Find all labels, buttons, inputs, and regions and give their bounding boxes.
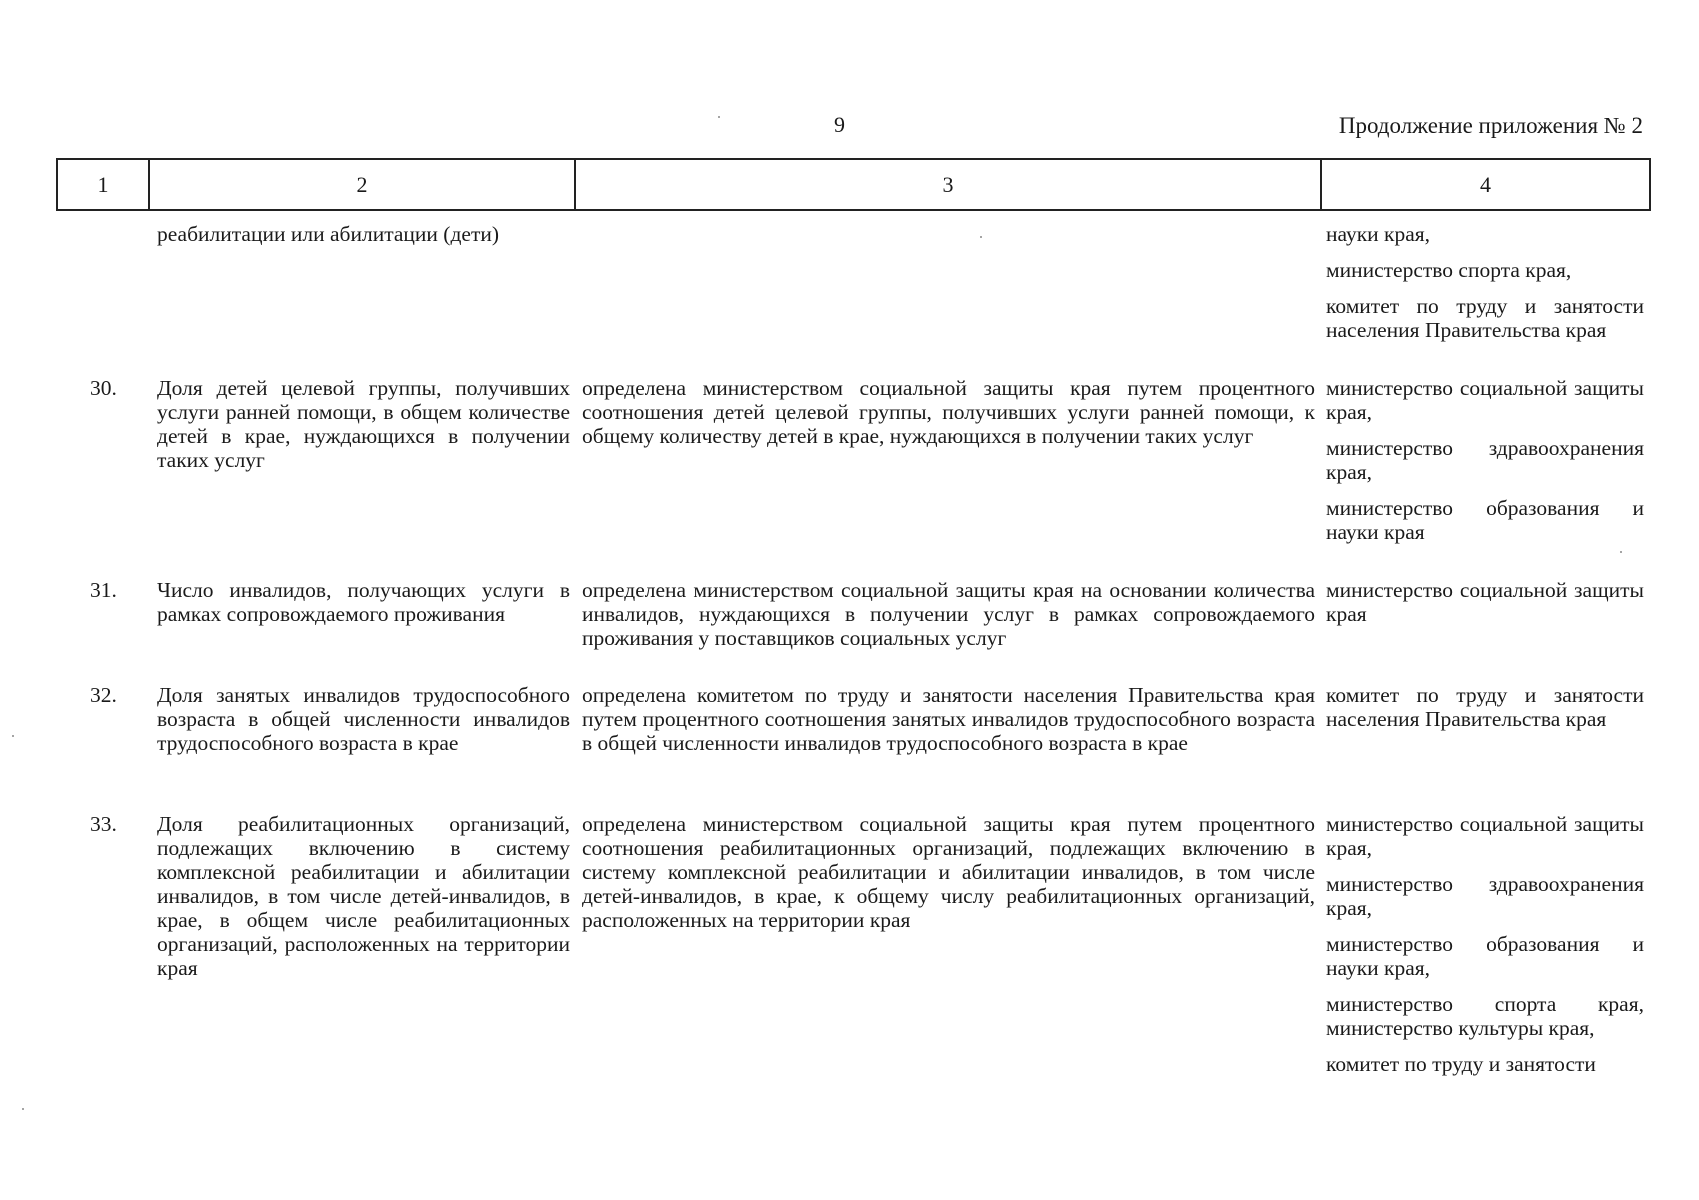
responsible-cell bbox=[1326, 812, 1644, 1076]
column-header-2: 2 bbox=[150, 160, 576, 209]
responsible-cell bbox=[1326, 578, 1644, 626]
indicator-cell: Доля занятых инвалидов трудоспособного возраста в общей численности инвалидов трудоспособного возраста в крае bbox=[157, 683, 570, 755]
scan-speck bbox=[980, 236, 982, 238]
row-number: 30. bbox=[90, 376, 117, 400]
responsible-cell bbox=[1326, 376, 1644, 544]
scan-speck bbox=[12, 735, 14, 737]
responsible-entry: министерство образования и науки края, bbox=[1326, 932, 1644, 980]
responsible-entry: комитет по труду и занятости населения Правительства края bbox=[1326, 683, 1644, 731]
method-cell: определена министерством социальной защиты края на основании количества инвалидов, нуждающихся в получении услуг в рамках сопровождаемого проживания у поставщиков социальных услуг bbox=[582, 578, 1315, 650]
method-cell: определена министерством социальной защиты края путем процентного соотношения реабилитационных организаций, подлежащих включению в систему комплексной реабилитации и абилитации инвалидов, в том числе детей-инвалидов, в крае, к общему числу реабилитационных организаций, расположенных на территории края bbox=[582, 812, 1315, 932]
responsible-entry: комитет по труду и занятости населения Правительства края bbox=[1326, 294, 1644, 342]
responsible-entry: министерство здравоохранения края, bbox=[1326, 872, 1644, 920]
indicator-cell: Число инвалидов, получающих услуги в рамках сопровождаемого проживания bbox=[157, 578, 570, 626]
responsible-entry: министерство здравоохранения края, bbox=[1326, 436, 1644, 484]
indicator-cell: Доля детей целевой группы, получивших услуги ранней помощи, в общем количестве детей в крае, нуждающихся в получении таких услуг bbox=[157, 376, 570, 472]
scan-speck bbox=[22, 1108, 24, 1110]
scan-speck bbox=[718, 116, 720, 118]
responsible-cell bbox=[1326, 222, 1644, 342]
column-header-1: 1 bbox=[58, 160, 150, 209]
row-number: 31. bbox=[90, 578, 117, 602]
responsible-entry: министерство социальной защиты края, bbox=[1326, 812, 1644, 860]
page-number: 9 bbox=[834, 112, 845, 137]
responsible-entry: комитет по труду и занятости bbox=[1326, 1052, 1596, 1076]
method-cell: определена министерством социальной защиты края путем процентного соотношения детей целевой группы, получивших услуги ранней помощи, к общему количеству детей в крае, нуждающихся в получении таких услуг bbox=[582, 376, 1315, 448]
responsible-entry: министерство спорта края, министерство культуры края, bbox=[1326, 992, 1644, 1040]
method-cell: определена комитетом по труду и занятости населения Правительства края путем процентного соотношения занятых инвалидов трудоспособного возраста в общей численности инвалидов трудоспособного возраста в крае bbox=[582, 683, 1315, 755]
indicator-cell: Доля реабилитационных организаций, подлежащих включению в систему комплексной реабилитации и абилитации инвалидов, в том числе детей-инвалидов, в крае, в общем числе реабилитационных организаций, расположенных на территории края bbox=[157, 812, 570, 980]
responsible-entry: науки края, bbox=[1326, 222, 1431, 246]
row-number: 33. bbox=[90, 812, 117, 836]
responsible-entry: министерство социальной защиты края, bbox=[1326, 376, 1644, 424]
responsible-entry: министерство спорта края, bbox=[1326, 258, 1572, 282]
responsible-cell bbox=[1326, 683, 1644, 731]
table-header-row bbox=[56, 158, 1651, 211]
column-header-4: 4 bbox=[1480, 171, 1491, 197]
responsible-entry: министерство социальной защиты края bbox=[1326, 578, 1644, 626]
responsible-entry: министерство образования и науки края bbox=[1326, 496, 1644, 544]
indicator-cell: реабилитации или абилитации (дети) bbox=[157, 222, 500, 246]
column-header-3: 3 bbox=[576, 160, 1322, 209]
row-number: 32. bbox=[90, 683, 117, 707]
scan-speck bbox=[1620, 551, 1622, 553]
appendix-note: Продолжение приложения № 2 bbox=[1338, 113, 1643, 138]
